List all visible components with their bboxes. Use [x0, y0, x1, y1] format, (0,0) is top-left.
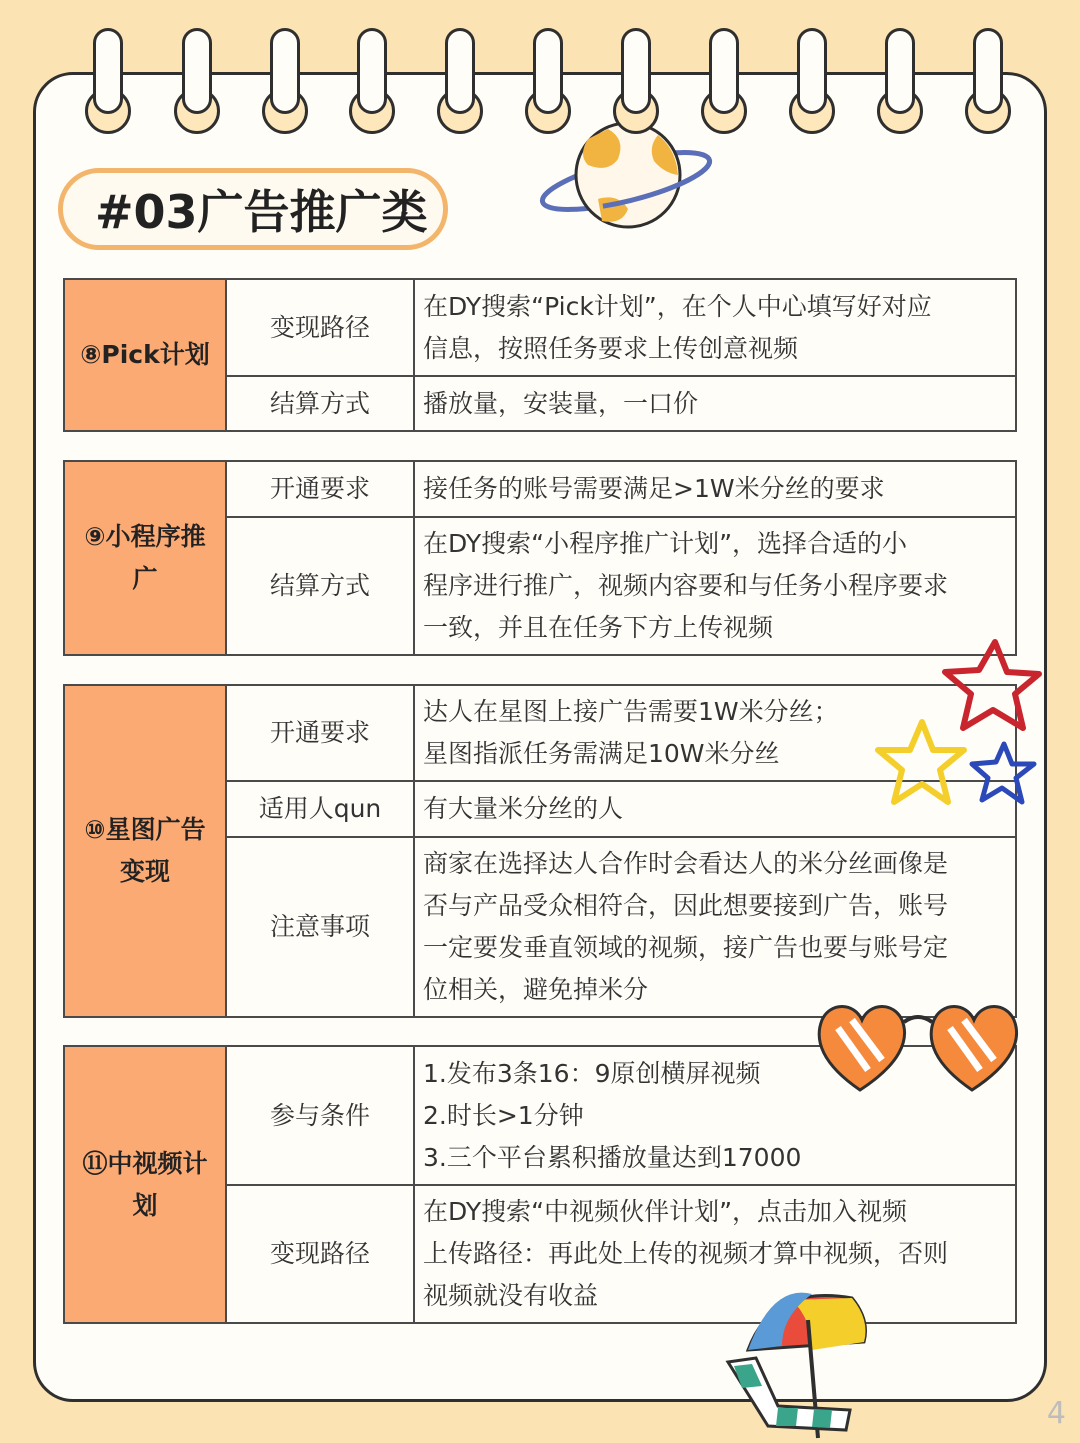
- row-value: 播放量，安装量，一口价: [414, 376, 1016, 431]
- row-value: 有大量米分丝的人: [414, 781, 1016, 837]
- row-label: 参与条件: [226, 1046, 414, 1185]
- row-label: 适用人qun: [226, 781, 414, 837]
- row-value: 在DY搜索“小程序推广计划”，选择合适的小 程序进行推广，视频内容要和与任务小程序要求 一致，并且在任务下方上传视频: [414, 517, 1016, 655]
- binder-ring-icon: [885, 28, 915, 114]
- row-label: 开通要求: [226, 685, 414, 781]
- row-label: 注意事项: [226, 837, 414, 1017]
- heart-sunglasses-icon: [812, 998, 1022, 1098]
- binder-ring-icon: [270, 28, 300, 114]
- beach-chair-icon: [722, 1356, 862, 1442]
- row-value: 达人在星图上接广告需要1W米分丝； 星图指派任务需满足10W米分丝: [414, 685, 1016, 781]
- binder-ring-icon: [182, 28, 212, 114]
- plan-name-cell: ⑧Pick计划: [64, 279, 226, 431]
- binder-ring-icon: [533, 28, 563, 114]
- section-title: #03广告推广类: [95, 185, 428, 239]
- plan-name-cell: ⑩星图广告变现: [64, 685, 226, 1017]
- star-icon: [872, 716, 972, 808]
- binder-ring-icon: [797, 28, 827, 114]
- planet-icon: [538, 115, 718, 245]
- table-pick-plan: [63, 278, 1017, 432]
- row-label: 结算方式: [226, 517, 414, 655]
- plan-name-cell: ⑨小程序推广: [64, 461, 226, 655]
- row-value: 1.发布3条16：9原创横屏视频 2.时长>1分钟 3.三个平台累积播放量达到17000: [414, 1046, 1016, 1185]
- section-title-pill: [58, 168, 448, 250]
- row-value: 在DY搜索“Pick计划”，在个人中心填写好对应 信息，按照任务要求上传创意视频: [414, 279, 1016, 376]
- binder-ring-icon: [357, 28, 387, 114]
- plan-name-cell: ⑪中视频计划: [64, 1046, 226, 1323]
- row-value: 接任务的账号需要满足>1W米分丝的要求: [414, 461, 1016, 517]
- binder-ring-icon: [621, 28, 651, 114]
- row-label: 结算方式: [226, 376, 414, 431]
- binder-ring-icon: [93, 28, 123, 114]
- row-label: 变现路径: [226, 1185, 414, 1323]
- row-label: 变现路径: [226, 279, 414, 376]
- binder-ring-icon: [709, 28, 739, 114]
- binder-ring-icon: [445, 28, 475, 114]
- row-value: 在DY搜索“中视频伙伴计划”，点击加入视频 上传路径：再此处上传的视频才算中视频，否则 视频就没有收益: [414, 1185, 1016, 1323]
- row-value: 商家在选择达人合作时会看达人的米分丝画像是 否与产品受众相符合，因此想要接到广告，账号 一定要发垂直领域的视频，接广告也要与账号定 位相关，避免掉米分: [414, 837, 1016, 1017]
- table-mini-program: [63, 460, 1017, 656]
- star-icon: [968, 740, 1038, 806]
- row-label: 开通要求: [226, 461, 414, 517]
- page-number: 4: [1046, 1396, 1066, 1431]
- binder-ring-icon: [973, 28, 1003, 114]
